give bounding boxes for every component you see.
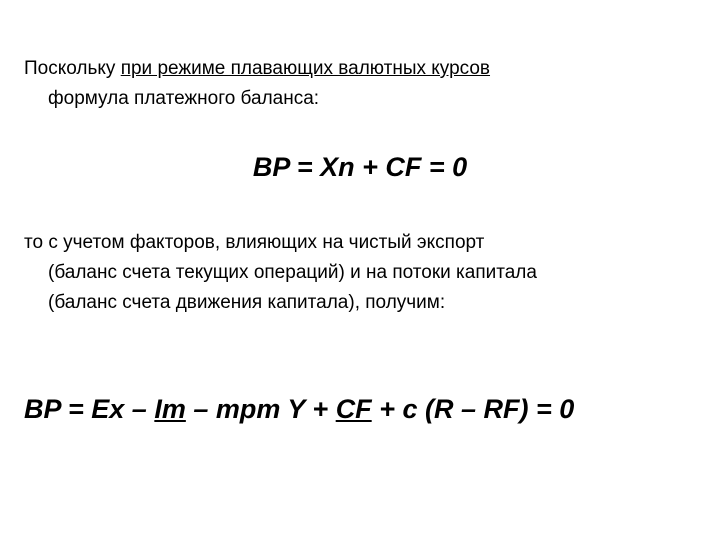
- imports-term: Im: [154, 394, 186, 424]
- capital-flow-term: CF: [335, 394, 372, 424]
- extended-formula-part-3: + c (R – RF) = 0: [371, 394, 575, 424]
- extended-formula-part-1: BP = Ex –: [24, 394, 155, 424]
- factors-line-1: то с учетом факторов, влияющих на чистый экспорт: [24, 232, 485, 253]
- extended-formula: [24, 394, 574, 425]
- intro-line-1: [24, 54, 490, 84]
- intro-line-2: формула платежного баланса:: [48, 88, 320, 109]
- factors-line-2: (баланс счета текущих операций) и на потоки капитала: [48, 262, 537, 283]
- factors-paragraph: [24, 228, 537, 318]
- balance-formula: BP = Xn + CF = 0: [252, 152, 468, 182]
- extended-formula-part-2: – mpm Y +: [185, 394, 336, 424]
- intro-prefix: Поскольку: [24, 58, 121, 79]
- intro-paragraph: [24, 54, 490, 114]
- factors-line-3: (баланс счета движения капитала), получим:: [48, 292, 446, 313]
- floating-rate-phrase: при режиме плавающих валютных курсов: [120, 58, 491, 79]
